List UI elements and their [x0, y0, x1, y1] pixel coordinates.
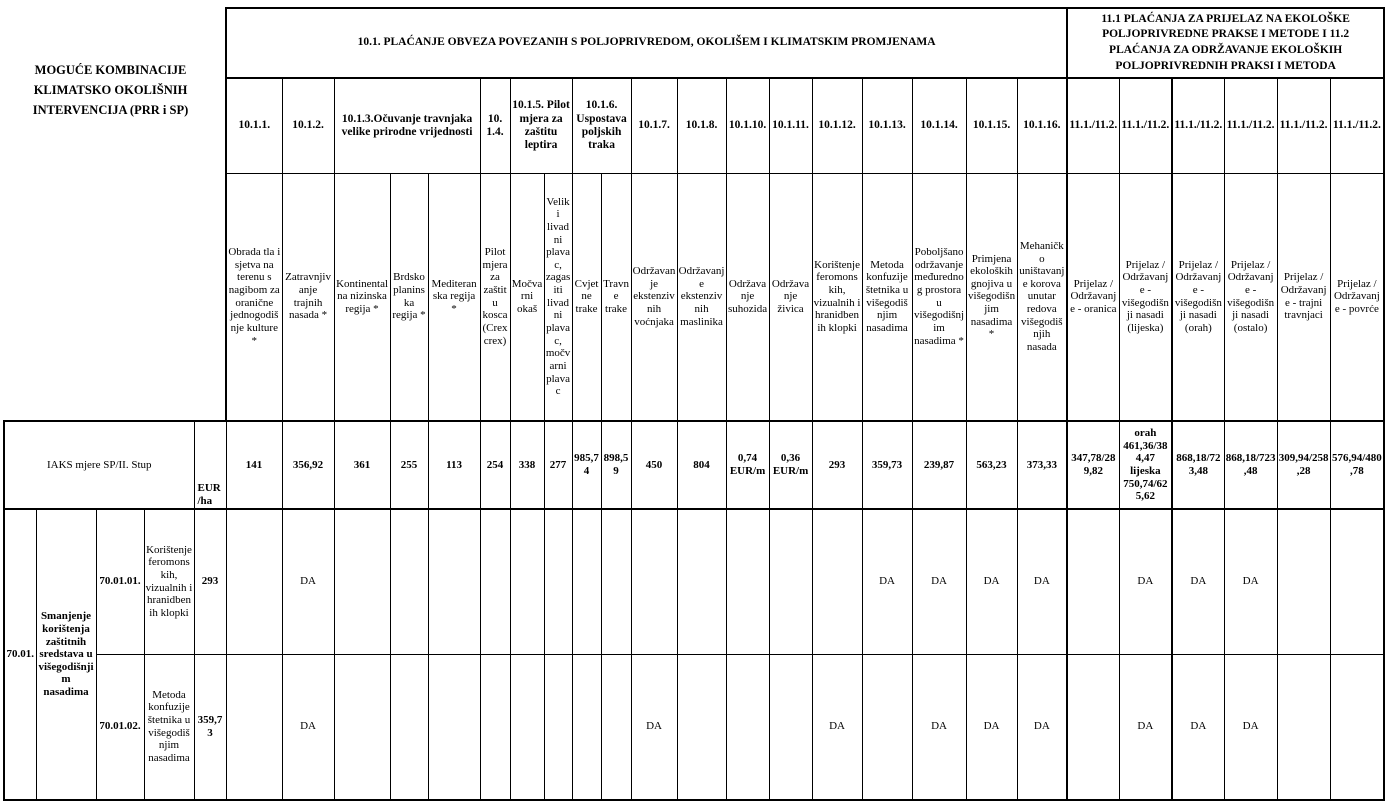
da-cell — [769, 509, 812, 654]
measure-desc: Veliki livadni plavac, zagasiti livadni plavac, močvarni plavac — [544, 173, 572, 421]
da-cell: DA — [1017, 654, 1067, 800]
da-cell — [1277, 654, 1330, 800]
da-cell — [390, 654, 428, 800]
banner-row — [4, 8, 1384, 78]
measure-desc: Metoda konfuzije štetnika u višegodišnjim nasadima — [862, 173, 912, 421]
rate-cell: 898,59 — [601, 421, 631, 509]
da-cell — [631, 509, 677, 654]
da-cell: DA — [862, 509, 912, 654]
measure-number: 10.1.13. — [862, 78, 912, 173]
row-desc: Metoda konfuzije štetnika u višegodišnjim nasadima — [144, 654, 194, 800]
rate-cell: 373,33 — [1017, 421, 1067, 509]
da-cell — [677, 509, 726, 654]
measure-number: 10.1.14. — [912, 78, 966, 173]
da-cell — [812, 509, 862, 654]
da-cell: DA — [966, 654, 1017, 800]
da-cell — [1330, 654, 1384, 800]
da-cell — [572, 509, 601, 654]
measure-desc: Održavanje živica — [769, 173, 812, 421]
rate-cell: 868,18/723,48 — [1224, 421, 1277, 509]
measure-desc: Brdsko planinska regija * — [390, 173, 428, 421]
da-cell — [726, 654, 769, 800]
measure-number: 11.1./11.2. — [1277, 78, 1330, 173]
measure-desc: Primjena ekoloških gnojiva u višegodišnjim nasadima * — [966, 173, 1017, 421]
rate-cell: 0,36 EUR/m — [769, 421, 812, 509]
measure-desc: Održavanje suhozida — [726, 173, 769, 421]
measure-number: 10.1.3.Očuvanje travnjaka velike prirodne vrijednosti — [334, 78, 480, 173]
row-rate: 293 — [194, 509, 226, 654]
measure-number: 10.1.1. — [226, 78, 282, 173]
da-cell — [480, 509, 510, 654]
rate-cell: 563,23 — [966, 421, 1017, 509]
da-cell — [334, 654, 390, 800]
measure-desc: Kontinentalna nizinska regija * — [334, 173, 390, 421]
da-cell — [1277, 509, 1330, 654]
unit-label: EUR /ha — [194, 421, 226, 509]
rate-cell: 576,94/480,78 — [1330, 421, 1384, 509]
measure-number: 10.1.7. — [631, 78, 677, 173]
measure-number: 11.1./11.2. — [1224, 78, 1277, 173]
section-header-11-1: 11.1 PLAĆANJA ZA PRIJELAZ NA EKOLOŠKE POLJOPRIVREDNE PRAKSE I METODE I 11.2 PLAĆANJA ZA ODRŽAVANJE EKOLOŠKIH POLJOPRIVREDNIH PRAKSI I METODA — [1067, 8, 1384, 78]
da-cell — [226, 509, 282, 654]
interventions-table — [3, 7, 1385, 801]
group-code: 70.01. — [4, 509, 36, 800]
da-cell: DA — [1119, 654, 1172, 800]
da-cell — [428, 654, 480, 800]
measure-number: 11.1./11.2. — [1330, 78, 1384, 173]
measure-desc: Mehaničko uništavanje korova unutar redova višegodišnjih nasada — [1017, 173, 1067, 421]
rate-cell: 985,74 — [572, 421, 601, 509]
measure-desc: Prijelaz / Održavanje - višegodišnji nasadi (orah) — [1172, 173, 1224, 421]
measure-number: 11.1./11.2. — [1119, 78, 1172, 173]
da-cell — [677, 654, 726, 800]
measure-number: 10.1.8. — [677, 78, 726, 173]
da-cell — [572, 654, 601, 800]
rate-cell: 868,18/723,48 — [1172, 421, 1224, 509]
da-cell: DA — [912, 509, 966, 654]
row-code: 70.01.02. — [96, 654, 144, 800]
da-cell — [428, 509, 480, 654]
rate-cell: 254 — [480, 421, 510, 509]
da-cell — [601, 509, 631, 654]
da-cell — [601, 654, 631, 800]
rate-cell: 309,94/258,28 — [1277, 421, 1330, 509]
measure-desc: Korištenje feromonskih, vizualnih i hranidbenih klopki — [812, 173, 862, 421]
da-cell — [862, 654, 912, 800]
rate-cell: 113 — [428, 421, 480, 509]
rate-cell: 0,74 EUR/m — [726, 421, 769, 509]
rate-cell: 239,87 — [912, 421, 966, 509]
measure-desc: Prijelaz / Održavanje - trajni travnjaci — [1277, 173, 1330, 421]
rate-cell: orah 461,36/384,47 lijeska 750,74/625,62 — [1119, 421, 1172, 509]
da-cell — [226, 654, 282, 800]
rate-cell: 359,73 — [862, 421, 912, 509]
measure-desc: Održavanje ekstenzivnih maslinika — [677, 173, 726, 421]
measure-number: 10.1.2. — [282, 78, 334, 173]
measure-desc: Obrada tla i sjetva na terenu s nagibom za oranične jednogodišnje kulture * — [226, 173, 282, 421]
da-cell — [1067, 654, 1119, 800]
section-header-10-1: 10.1. PLAĆANJE OBVEZA POVEZANIH S POLJOPRIVREDOM, OKOLIŠEM I KLIMATSKIM PROMJENAMA — [226, 8, 1067, 78]
da-cell — [390, 509, 428, 654]
page-title: MOGUĆE KOMBINACIJE KLIMATSKO OKOLIŠNIH INTERVENCIJA (PRR i SP) — [4, 8, 226, 421]
da-cell: DA — [282, 654, 334, 800]
measure-number: 10.1.10. — [726, 78, 769, 173]
measure-desc: Prijelaz / Održavanje - povrće — [1330, 173, 1384, 421]
iaks-rate-row — [4, 421, 1384, 509]
da-cell: DA — [912, 654, 966, 800]
da-cell: DA — [282, 509, 334, 654]
measure-desc: Travne trake — [601, 173, 631, 421]
row-code: 70.01.01. — [96, 509, 144, 654]
measure-number: 10.1.15. — [966, 78, 1017, 173]
rate-cell: 141 — [226, 421, 282, 509]
da-cell: DA — [1172, 509, 1224, 654]
measure-number: 10.1.6. Uspostava poljskih traka — [572, 78, 631, 173]
measure-desc: Prijelaz / Održavanje - oranica — [1067, 173, 1119, 421]
iaks-row-label: IAKS mjere SP/II. Stup — [4, 421, 194, 509]
da-cell — [1330, 509, 1384, 654]
da-cell: DA — [812, 654, 862, 800]
row-desc: Korištenje feromonskih, vizualnih i hranidbenih klopki — [144, 509, 194, 654]
rate-cell: 347,78/289,82 — [1067, 421, 1119, 509]
da-cell — [510, 654, 544, 800]
measure-number: 10.1.16. — [1017, 78, 1067, 173]
measure-number: 10.1.5. Pilot mjera za zaštitu leptira — [510, 78, 572, 173]
group-desc: Smanjenje korištenja zaštitnih sredstava u višegodišnjim nasadima — [36, 509, 96, 800]
measure-number: 10. 1.4. — [480, 78, 510, 173]
measure-number: 11.1./11.2. — [1172, 78, 1224, 173]
da-cell: DA — [1224, 654, 1277, 800]
rate-cell: 356,92 — [282, 421, 334, 509]
measure-number: 10.1.12. — [812, 78, 862, 173]
rate-cell: 293 — [812, 421, 862, 509]
da-cell — [1067, 509, 1119, 654]
da-cell — [334, 509, 390, 654]
rate-cell: 450 — [631, 421, 677, 509]
rate-cell: 804 — [677, 421, 726, 509]
measure-desc: Prijelaz / Održavanje - višegodišnji nasadi (ostalo) — [1224, 173, 1277, 421]
da-cell: DA — [1172, 654, 1224, 800]
measure-desc: Održavanje ekstenzivnih voćnjaka — [631, 173, 677, 421]
da-cell — [726, 509, 769, 654]
da-cell — [544, 654, 572, 800]
da-cell — [480, 654, 510, 800]
measure-desc: Zatravnjivanje trajnih nasada * — [282, 173, 334, 421]
da-cell: DA — [1017, 509, 1067, 654]
measure-desc: Cvjetne trake — [572, 173, 601, 421]
da-cell — [769, 654, 812, 800]
measure-desc: Močvarni okaš — [510, 173, 544, 421]
measure-desc: Poboljšano održavanje međurednog prostora u višegodišnjim nasadima * — [912, 173, 966, 421]
da-cell: DA — [966, 509, 1017, 654]
measure-desc: Mediteranska regija * — [428, 173, 480, 421]
combination-row — [4, 509, 1384, 654]
row-rate: 359,73 — [194, 654, 226, 800]
rate-cell: 361 — [334, 421, 390, 509]
measure-desc: Pilot mjera za zaštitu kosca (Crex crex) — [480, 173, 510, 421]
measure-number: 10.1.11. — [769, 78, 812, 173]
da-cell — [510, 509, 544, 654]
da-cell — [544, 509, 572, 654]
rate-cell: 338 — [510, 421, 544, 509]
combination-row — [4, 654, 1384, 800]
da-cell: DA — [631, 654, 677, 800]
rate-cell: 277 — [544, 421, 572, 509]
measure-number: 11.1./11.2. — [1067, 78, 1119, 173]
measure-desc: Prijelaz / Održavanje - višegodišnji nasadi (lijeska) — [1119, 173, 1172, 421]
rate-cell: 255 — [390, 421, 428, 509]
da-cell: DA — [1224, 509, 1277, 654]
da-cell: DA — [1119, 509, 1172, 654]
